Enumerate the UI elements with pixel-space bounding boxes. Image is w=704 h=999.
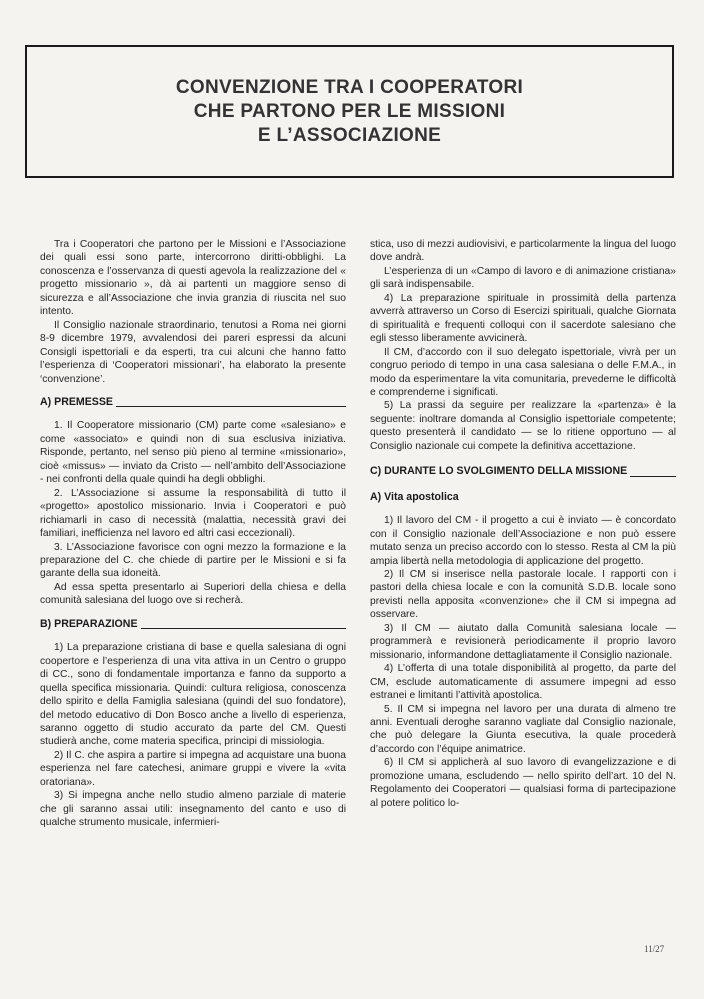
body-paragraph: 4) L’offerta di una totale disponibilità al progetto, da parte del CM, esclude automaticamente di assumere impegni ad esso estranei e limitanti l’attività apostolica.	[370, 663, 676, 702]
body-paragraph: Ad essa spetta presentarlo ai Superiori della chiesa e della comunità salesiana del luogo ove si recherà.	[40, 581, 346, 607]
body-paragraph: 4) La preparazione spirituale in prossimità della partenza avverrà attraverso un Corso di Esercizi spirituali, qualche Giornata di spiritualità e frequenti colloqui con il sacerdote salesiano che egli stesso liberamente avvicinerà.	[370, 292, 676, 345]
page-number: 11/27	[644, 944, 665, 954]
title-line-2: CHE PARTONO PER LE MISSIONI	[193, 100, 506, 122]
title-box	[25, 45, 674, 178]
body-paragraph: 5) La prassi da seguire per realizzare la «partenza» è la seguente: inoltrare domanda al Consiglio ispettoriale competente; questo presenterà il candidato — se lo ritiene opportuno — al Consiglio nazionale cui compete la definitiva accettazione.	[370, 400, 676, 452]
body-paragraph: 2) Il C. che aspira a partire si impegna ad acquistare una buona esperienza nel fare catechesi, animare gruppi e vivere la «vita oratoriana».	[40, 749, 346, 788]
section-heading-label: C) DURANTE LO SVOLGIMENTO DELLA MISSIONE	[370, 465, 628, 478]
section-heading-premesse	[40, 396, 346, 409]
title-line-3: E L’ASSOCIAZIONE	[257, 124, 442, 146]
body-paragraph: 3) Si impegna anche nello studio almeno parziale di materie che gli saranno assai utili: insegnamento del canto e uso di qualche strumento musicale, infermieri-	[40, 790, 346, 829]
title-line-1: CONVENZIONE TRA I COOPERATORI	[175, 76, 524, 98]
body-paragraph: 2. L’Associazione si assume la responsabilità di tutto il «progetto» apostolico missionario. Invia i Cooperatori e può richiamarli in caso di necessità (malattia, necessità gravi dei familiari, inefficienza nel lavoro ed altri casi eccezionali).	[40, 487, 346, 540]
body-paragraph: L’esperienza di un «Campo di lavoro e di animazione cristiana» gli sarà indispensabile.	[370, 265, 676, 291]
subheading-vita-apostolica: A) Vita apostolica	[370, 490, 459, 503]
body-paragraph: 3. L’Associazione favorisce con ogni mezzo la formazione e la preparazione del C. che chiede di partire per le Missioni e si fa garante della sua idoneità.	[40, 541, 346, 580]
body-paragraph: 1) La preparazione cristiana di base e quella salesiana di ogni coopertore e l’esperienza di una vita attiva in un Centro o gruppo di CC., sono di fondamentale importanza e fanno da supporto a quella specifica missionaria. Quindi: cultura religiosa, conoscenza dello spirito e della Famiglia salesiana (quindi del suo fondatore), del metodo educativo di Don Bosco anche a livello di esperienza, saranno oggetto di studio accurato da parte del CM. Questi studierà anche, come materia specifica, principi di missiologia.	[40, 642, 346, 748]
heading-rule	[116, 406, 346, 407]
intro-paragraph: Tra i Cooperatori che partono per le Missioni e l’Associazione dei quali essi sono parte, intercorrono diritti-obblighi. La conoscenza e l’osservanza di questi agevola la realizzazione del « progetto missionario », dà ai partenti un maggiore senso di sicurezza e all’Associazione che invia granzia di riuscita nel suo intento.	[40, 239, 346, 318]
section-heading-label: B) PREPARAZIONE	[40, 617, 138, 630]
heading-rule	[141, 628, 346, 629]
section-heading-missione	[370, 465, 676, 478]
section-heading-preparazione	[40, 618, 346, 631]
left-column	[40, 238, 346, 830]
heading-rule	[630, 476, 676, 477]
intro-paragraph: Il Consiglio nazionale straordinario, tenutosi a Roma nei giorni 8-9 dicembre 1979, avvalendosi dei pareri espressi da alcuni Consigli ispettoriali e da esperti, tra cui alcuni che hanno fatto l’esperienza di ‘Cooperatori missionari’, ha elaborato la presente ‘convenzione’.	[40, 319, 346, 385]
body-paragraph: 5. Il CM si impegna nel lavoro per una durata di almeno tre anni. Eventuali deroghe saranno vagliate dal Consiglio nazionale, che può delegare la Giunta esecutiva, la quale procederà d’accordo con l’équipe animatrice.	[370, 703, 676, 755]
body-paragraph: 1) Il lavoro del CM - il progetto a cui è inviato — è concordato con il Consiglio nazionale dell’Associazione e non può essere mutato senza un preciso accordo con lo stesso. Resta al CM la più ampia libertà nella metodologia di applicazione del progetto.	[370, 515, 676, 567]
body-paragraph: 6) Il CM si applicherà al suo lavoro di evangelizzazione e di promozione umana, escludendo — nello spirito dell’art. 10 del N. Regolamento dei Cooperatori — qualsiasi forma di partecipazione al potere politico lo-	[370, 757, 676, 809]
right-column	[370, 238, 676, 810]
body-paragraph: 1. Il Cooperatore missionario (CM) parte come «salesiano» e come «associato» e quindi non di sua esclusiva iniziativa. Risponde, pertanto, nel senso più pieno al termine «missionario», cioè «missus» — inviato da Cristo — nell’ambito dell’Associazione - nei confronti della quale quindi ha degli obblighi.	[40, 420, 346, 486]
body-paragraph: stica, uso di mezzi audiovisivi, e particolarmente la lingua del luogo dove andrà.	[370, 239, 676, 264]
section-heading-label: A) PREMESSE	[40, 395, 113, 408]
body-paragraph: Il CM, d’accordo con il suo delegato ispettoriale, vivrà per un congruo periodo di tempo in una casa salesiana o delle F.M.A., in modo da esperimentare la vita comunitaria, prevederne le difficoltà e comprenderne i significati.	[370, 346, 676, 398]
body-paragraph: 2) Il CM si inserisce nella pastorale locale. I rapporti con i pastori della chiesa locale e con la comunità S.D.B. locale sono previsti nella apposita «convenzione» che il CM si impegna ad osservare.	[370, 568, 676, 621]
body-paragraph: 3) Il CM — aiutato dalla Comunità salesiana locale — programmerà e revisionerà periodicamente il proprio lavoro missionario, informandone dettagliatamente il Consiglio nazionale.	[370, 622, 676, 661]
